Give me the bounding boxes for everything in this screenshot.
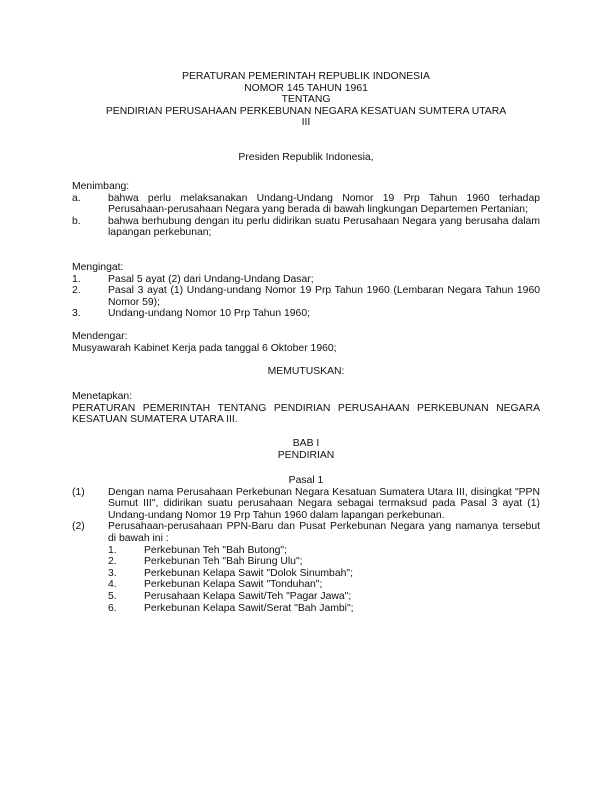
item-marker: (2) xyxy=(72,521,85,533)
president-line: Presiden Republik Indonesia, xyxy=(238,152,374,163)
title-line: PERATURAN PEMERINTAH REPUBLIK INDONESIA xyxy=(182,71,430,82)
item-text: Perusahaan-perusahaan PPN-Baru dan Pusat Perkebunan Negara yang namanya tersebut di bawah ini : xyxy=(108,521,540,544)
section-heading: Mengingat: xyxy=(72,262,124,273)
menetapkan-section xyxy=(72,391,540,426)
item-marker: 2. xyxy=(72,285,81,297)
sub-list-item xyxy=(108,568,540,580)
title-line: NOMOR 145 TAHUN 1961 xyxy=(244,82,368,94)
list-item xyxy=(72,521,540,544)
title-line: PENDIRIAN PERUSAHAAN PERKEBUNAN NEGARA KESATUAN SUMTERA UTARA xyxy=(105,105,507,117)
item-marker: 5. xyxy=(108,590,117,602)
item-text: Perkebunan Kelapa Sawit "Dolok Sinumbah"; xyxy=(144,567,353,579)
sub-list-item xyxy=(108,591,540,603)
item-text: Perkebunan Kelapa Sawit "Tonduhan"; xyxy=(144,579,323,591)
section-heading: Mendengar: xyxy=(72,331,128,342)
item-marker: b. xyxy=(72,215,81,227)
item-text: bahwa berhubung dengan itu perlu didirikan suatu Perusahaan Negara yang berusaha dalam lapangan perkebunan; xyxy=(108,215,540,239)
list-item xyxy=(72,274,540,286)
sub-list-item xyxy=(108,579,540,591)
list-item xyxy=(72,308,540,320)
document-title xyxy=(72,71,540,129)
item-text: Undang-undang Nomor 10 Prp Tahun 1960; xyxy=(108,308,310,320)
item-marker: 3. xyxy=(72,308,81,320)
chapter-title: PENDIRIAN xyxy=(277,449,335,461)
item-marker: 1. xyxy=(108,544,117,556)
item-text: Perkebunan Teh "Bah Butong"; xyxy=(144,544,287,556)
sub-list-item xyxy=(108,603,540,615)
item-marker: 6. xyxy=(108,602,117,614)
chapter-heading xyxy=(72,438,540,461)
list-item xyxy=(72,285,540,308)
sub-list-item xyxy=(108,545,540,557)
item-text: Pasal 3 ayat (1) Undang-undang Nomor 19 Prp Tahun 1960 (Lembaran Negara Tahun 1960 Nomor 59); xyxy=(108,285,540,308)
sub-list xyxy=(108,545,540,615)
item-marker: (1) xyxy=(72,486,85,498)
mendengar-section xyxy=(72,331,540,354)
title-line: III xyxy=(301,117,311,129)
memutuskan-heading: MEMUTUSKAN: xyxy=(267,366,345,377)
pasal-1-section xyxy=(72,475,540,614)
list-item xyxy=(72,487,540,522)
article-heading: Pasal 1 xyxy=(288,475,324,486)
item-text: Pasal 5 ayat (2) dari Undang-Undang Dasar; xyxy=(108,273,314,285)
item-text: Dengan nama Perusahaan Perkebunan Negara Kesatuan Sumatera Utara III, disingkat "PPN Sumut III", didirikan suatu perusahaan Negara sebagai termaksud pada Pasal 3 ayat (1) Undang-undang Nomor 19 Prp Tahun 1960 dalam lapangan perkebunan. xyxy=(108,486,540,521)
section-text: PERATURAN PEMERINTAH TENTANG PENDIRIAN PERUSAHAAN PERKEBUNAN NEGARA KESATUAN SUMATERA UTARA III. xyxy=(72,402,540,426)
list-item xyxy=(72,193,540,216)
list-item xyxy=(72,216,540,239)
mengingat-section xyxy=(72,262,540,320)
item-marker: 2. xyxy=(108,556,117,568)
item-text: Perusahaan Kelapa Sawit/Teh "Pagar Jawa"; xyxy=(144,590,352,602)
chapter-number: BAB I xyxy=(292,438,320,449)
section-heading: Menimbang: xyxy=(72,181,130,192)
title-line: TENTANG xyxy=(281,94,331,106)
item-text: Perkebunan Teh "Bah Birung Ulu"; xyxy=(144,556,303,568)
menimbang-section xyxy=(72,181,540,239)
sub-list-item xyxy=(108,556,540,568)
section-heading: Menetapkan: xyxy=(72,391,133,402)
item-marker: a. xyxy=(72,192,81,204)
item-marker: 4. xyxy=(108,579,117,591)
item-text: Perkebunan Kelapa Sawit/Serat "Bah Jambi"; xyxy=(144,602,354,614)
item-marker: 1. xyxy=(72,273,81,285)
item-marker: 3. xyxy=(108,567,117,579)
item-text: bahwa perlu melaksanakan Undang-Undang Nomor 19 Prp Tahun 1960 terhadap Perusahaan-perusahaan Negara yang berada di bawah lingkungan Departemen Pertanian; xyxy=(108,192,540,216)
section-text: Musyawarah Kabinet Kerja pada tanggal 6 Oktober 1960; xyxy=(72,342,337,354)
